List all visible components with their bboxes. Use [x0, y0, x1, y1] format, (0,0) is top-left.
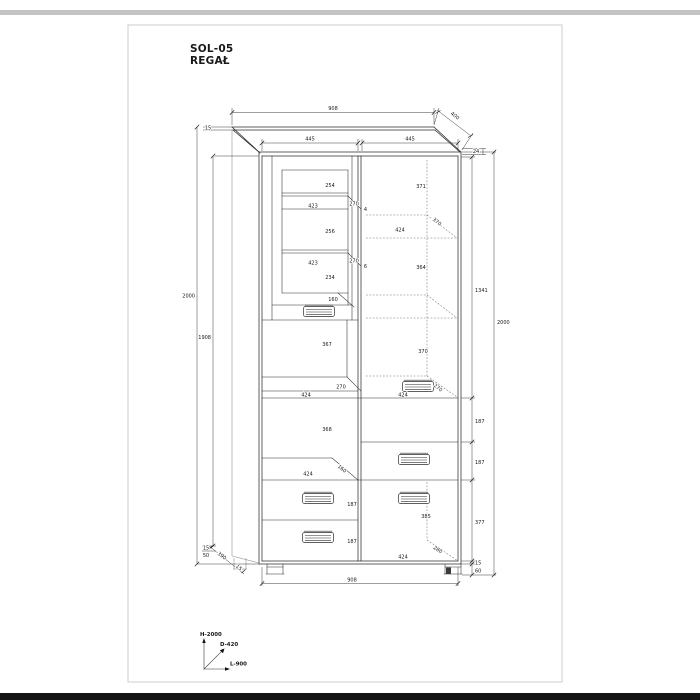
dim-base-depth: 390	[215, 550, 228, 562]
dim-bigdrawer-depth: 280	[431, 545, 444, 556]
dim-left-carcass-height: 1908	[198, 335, 211, 341]
dim-right-drawer1: 187	[475, 419, 485, 425]
dim-right-door-width: 424	[398, 392, 408, 399]
dim-lower-width: 424	[303, 471, 313, 478]
length-arrow	[225, 667, 230, 670]
dim-base-front: 15	[234, 563, 243, 573]
dim-left-drawer2: 187	[347, 539, 357, 545]
dim-right-total-height: 2000	[497, 320, 510, 326]
dim-bigdrawer-width: 424	[398, 554, 408, 561]
top-strip	[0, 10, 700, 15]
dim-left-drawer1: 187	[347, 502, 357, 508]
dim-rightcol-width1: 424	[395, 227, 405, 234]
dim-glass-comp2: 256	[325, 229, 335, 235]
height-arrow	[202, 638, 205, 643]
dim-glass-shelf1-d: 270	[349, 201, 359, 208]
dim-glass1-thickness: 4	[363, 207, 368, 213]
bottom-bar	[0, 693, 700, 700]
title-model: SOL-05	[190, 43, 234, 55]
legend-depth: D-420	[220, 642, 239, 648]
dim-right-bottom-drawer: 377	[475, 520, 485, 526]
dim-top-thickness-left: 15	[204, 125, 212, 132]
legend-height: H-2000	[200, 632, 222, 638]
dim-left-base-b: 50	[202, 553, 210, 559]
handles	[303, 305, 434, 542]
dim-rightcol-shelf1-d: 370	[430, 216, 443, 228]
left-compartments	[262, 320, 458, 520]
dim-glass-shelf2-d: 270	[349, 258, 359, 265]
left-drawer2-handle	[303, 531, 334, 542]
left-drawer1-handle	[303, 492, 334, 503]
dim-bigdrawer-height: 385	[421, 514, 431, 520]
dim-right-drawer2: 187	[475, 460, 485, 466]
dim-bottom-width: 908	[347, 577, 357, 584]
legend-axes	[200, 632, 247, 671]
dim-top-width: 908	[328, 106, 338, 112]
dim-top-thickness-right: 24	[472, 149, 480, 155]
dim-mid-depth: 270	[336, 384, 346, 391]
dimension-lines	[197, 108, 496, 586]
dim-glass-shelf1-w: 423	[308, 203, 318, 210]
dim-lower-height: 368	[322, 427, 332, 433]
dim-glass-comp3: 234	[325, 275, 335, 281]
dim-rightcol-comp1: 371	[416, 184, 426, 190]
right-drawer-handle	[399, 453, 430, 464]
dim-lower-depth: 160	[336, 463, 348, 475]
right-door-handle	[403, 380, 434, 391]
dim-right-base-b: 60	[475, 568, 482, 575]
dim-glass-bottom: 160	[328, 297, 338, 303]
dim-half-left: 445	[305, 136, 315, 143]
legend-length: L-900	[230, 661, 247, 668]
dim-right-door-height: 1341	[475, 288, 488, 294]
cabinet-back-edge	[232, 130, 259, 569]
dimension-labels	[182, 106, 509, 584]
dim-left-base-a: 15	[202, 545, 210, 552]
dim-right-base-a: 15	[475, 560, 482, 567]
dim-rightcol-comp3: 370	[418, 349, 428, 355]
dim-glass-shelf2-w: 423	[308, 260, 318, 267]
dim-left-total-height: 2000	[182, 293, 195, 300]
feet	[266, 564, 462, 574]
dim-right-door-depth: 270	[431, 382, 444, 394]
dim-mid-width: 424	[301, 392, 311, 399]
dim-glass-comp1: 254	[325, 183, 335, 189]
big-drawer-handle	[399, 492, 430, 503]
dim-mid-height: 367	[322, 342, 332, 348]
title-type: REGAŁ	[190, 55, 230, 67]
dim-glass2-thickness: 6	[363, 264, 368, 270]
dim-top-depth: 400	[448, 110, 461, 122]
glass-door-handle	[304, 305, 335, 316]
dimension-ticks	[195, 110, 496, 585]
dim-half-right: 445	[405, 136, 415, 143]
dim-rightcol-comp2: 364	[416, 265, 426, 271]
glass-door-section	[262, 156, 361, 320]
